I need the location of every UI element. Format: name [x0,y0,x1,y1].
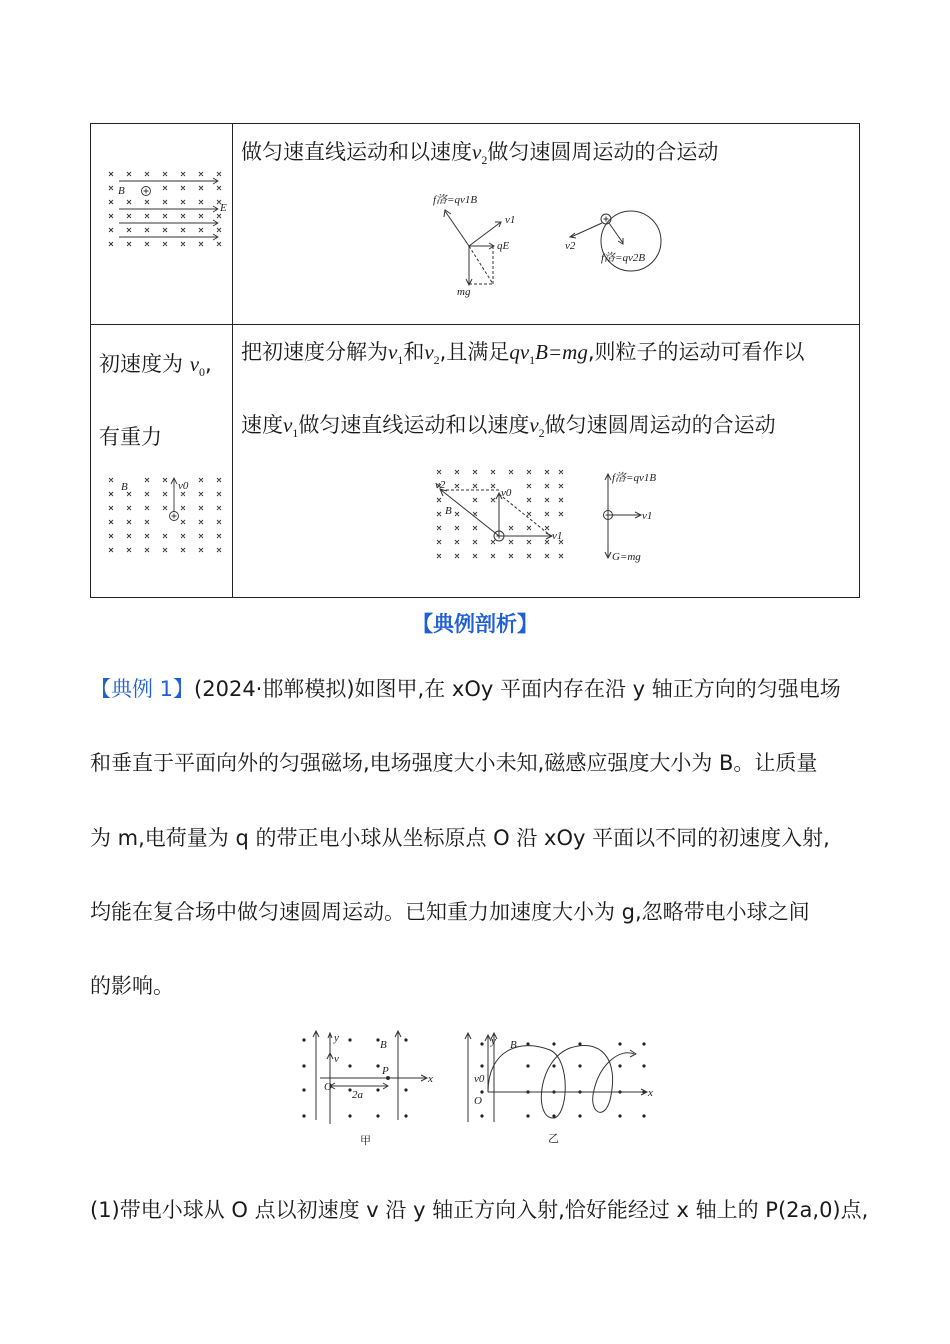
label-v0: v0 [178,480,189,492]
example-tag: 【典例 1】 [90,677,195,701]
label-y: y [334,1032,339,1044]
label-B: B [445,505,452,517]
question-1: (1)带电小球从 O 点以初速度 v 沿 y 轴正方向入射,恰好能经过 x 轴上的 P(2a,0)点, [90,1198,869,1222]
label-lorentz-force: f洛=qv1B [433,194,478,206]
label-2a: 2a [352,1089,363,1101]
row2-condition-line1: 初速度为 $v_0$, [99,352,212,380]
label-B: B [118,185,125,197]
label-v2: v2 [435,479,446,491]
label-B: B [510,1039,517,1051]
label-v1: v1 [505,214,516,226]
caption-jia: 甲 [360,1135,371,1147]
figure-yi [460,1030,660,1148]
electric-field-lines [119,178,218,240]
row1-description: 做匀速直线运动和以速度$v_2$做匀速圆周运动的合运动 [241,140,719,168]
label-v2: v2 [565,240,576,252]
label-B: B [380,1039,387,1051]
row2-field-figure [105,474,225,559]
example-line-2: 和垂直于平面向外的匀强磁场,电场强度大小未知,磁感应强度大小为 B。让质量 [90,751,818,775]
row2-description-line1: 把初速度分解为$v_1$和$v_2$,且满足$qv_1B=mg$,则粒子的运动可看作以 [241,340,805,368]
label-lorentz-force: f洛=qv2B [601,252,646,264]
label-v0: v0 [474,1073,485,1085]
row2-decomposition-diagram [431,466,571,561]
label-mg: mg [457,286,471,298]
section-heading: 【典例剖析】 [412,612,538,636]
example-line-3: 为 m,电荷量为 q 的带正电小球从坐标原点 O 沿 xOy 平面以不同的初速度入射, [90,826,830,850]
table-column-divider [232,124,233,597]
example-line-1: 【典例 1】(2024·邯郸模拟)如图甲,在 xOy 平面内存在沿 y 轴正方向的匀强电场 [90,677,841,701]
label-E: E [220,202,227,214]
label-O: O [324,1081,332,1093]
label-B: B [121,481,128,493]
label-O: O [474,1095,482,1107]
row1-circle-diagram [561,199,671,294]
row1-force-diagram [429,189,559,299]
label-qE: qE [497,240,510,252]
label-v1: v1 [642,510,653,522]
example-line-4: 均能在复合场中做匀速圆周运动。已知重力加速度大小为 g,忽略带电小球之间 [90,900,810,924]
table-row-divider [91,324,859,325]
row2-condition-line2: 有重力 [99,425,162,449]
row2-force-diagram [596,469,696,564]
label-v1: v1 [552,530,563,542]
label-x: x [648,1087,653,1099]
label-lorentz-force: f洛=qv1B [612,472,657,484]
label-v0: v0 [501,487,512,499]
caption-yi: 乙 [548,1133,559,1145]
row2-description-line2: 速度$v_1$做匀速直线运动和以速度$v_2$做匀速圆周运动的合运动 [241,413,776,441]
label-x: x [428,1073,433,1085]
example-line-5: 的影响。 [90,974,174,998]
figure-jia [290,1028,440,1150]
row1-field-figure [99,164,229,254]
label-G: G=mg [612,551,641,563]
label-P: P [382,1065,389,1077]
label-v: v [334,1053,339,1065]
label-y: y [491,1035,496,1047]
method-table [90,123,860,598]
